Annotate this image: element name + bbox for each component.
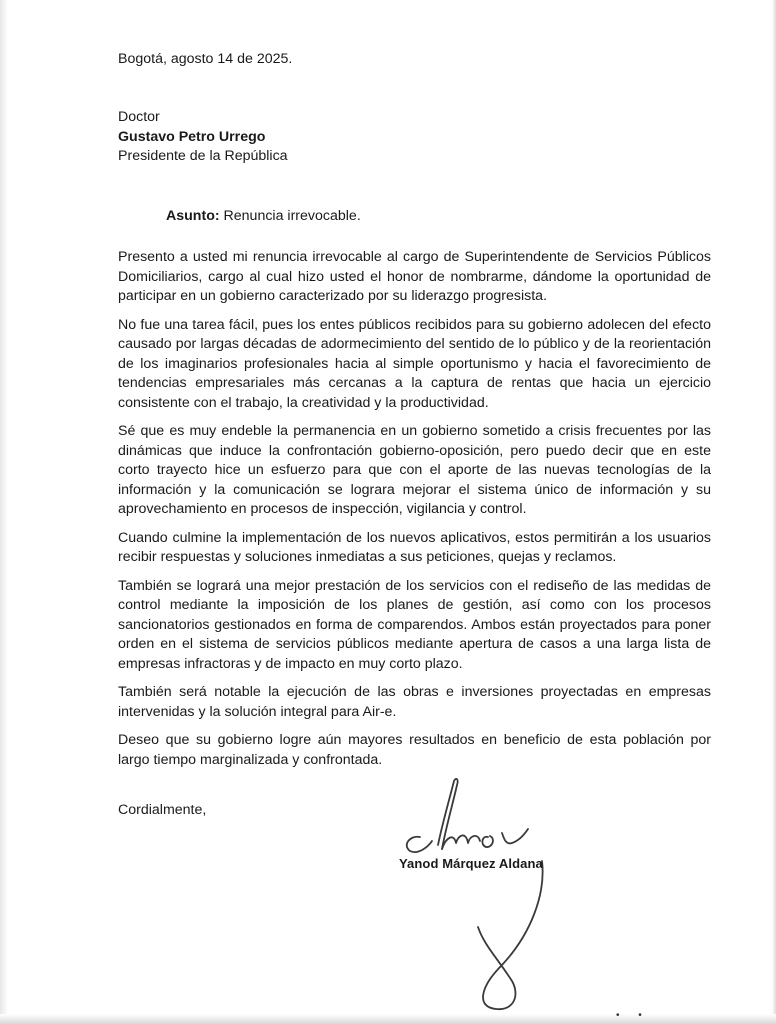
letter-date: Bogotá, agosto 14 de 2025. (118, 51, 293, 67)
subject-text: Renuncia irrevocable. (219, 208, 361, 224)
body-paragraph: Sé que es muy endeble la permanencia en un gobierno sometido a crisis frecuentes por las dinámicas que induce la confrontación gobierno-oposición, pero puedo decir que en este corto trayecto hice un esfuerzo para que con el aporte de las nuevas tecnologías de la información y la comunicación se lograra mejorar el sistema único de información y su aprovechamiento en procesos de inspección, vigilancia y control. (118, 423, 711, 517)
handwritten-signature-icon (380, 775, 560, 1015)
body-paragraph: Cuando culmine la implementación de los nuevos aplicativos, estos permitirán a los usuarios recibir respuestas y soluciones inmediatas a sus peticiones, quejas y reclamos. (118, 529, 711, 565)
body-paragraph: No fue una tarea fácil, pues los entes públicos recibidos para su gobierno adolecen del efecto causado por largas décadas de adormecimiento del sentido de lo público y de la reorientación de los imaginarios profesionales hacia al simple oportunismo y hacia el favorecimiento de tendencias empresariales más cercanas a la captura de rentas que hacia un ejercicio consistente con el trabajo, la creatividad y la productividad. (118, 316, 711, 411)
body-paragraph: Presento a usted mi renuncia irrevocable al cargo de Superintendente de Servicios Públicos Domiciliarios, cargo al cual hizo usted el honor de nombrarme, dándome la oportunidad de participar en un gobierno caracterizado por su liderazgo progresista. (118, 249, 711, 304)
subject-line (166, 206, 361, 226)
recipient-position: Presidente de la República (118, 148, 288, 164)
recipient-name: Gustavo Petro Urrego (118, 128, 266, 145)
letter-body (118, 248, 711, 779)
body-paragraph: Deseo que su gobierno logre aún mayores resultados en beneficio de esta población por largo tiempo marginalizada y confrontada. (118, 732, 711, 768)
signer-name: Yanod Márquez Aldana (399, 856, 543, 871)
page-right-edge (772, 0, 776, 1024)
footer-dots: • • (616, 1010, 650, 1021)
subject-label: Asunto: (166, 208, 220, 224)
recipient-block (118, 108, 288, 167)
recipient-title: Doctor (118, 109, 160, 125)
body-paragraph: También será notable la ejecución de las obras e inversiones proyectadas en empresas intervenidas y la solución integral para Air-e. (118, 684, 711, 720)
page-left-edge (0, 0, 8, 1024)
closing-salutation: Cordialmente, (118, 802, 207, 818)
page-bottom-edge (0, 1014, 776, 1024)
body-paragraph: También se logrará una mejor prestación de los servicios con el rediseño de las medidas de control mediante la imposición de los planes de gestión, así como con los procesos sancionatorios gestionados en forma de comparendos. Ambos están proyectados para poner orden en el sistema de servicios públicos mediante apertura de casos a una larga lista de empresas infractoras y de impacto en muy corto plazo. (118, 577, 711, 672)
